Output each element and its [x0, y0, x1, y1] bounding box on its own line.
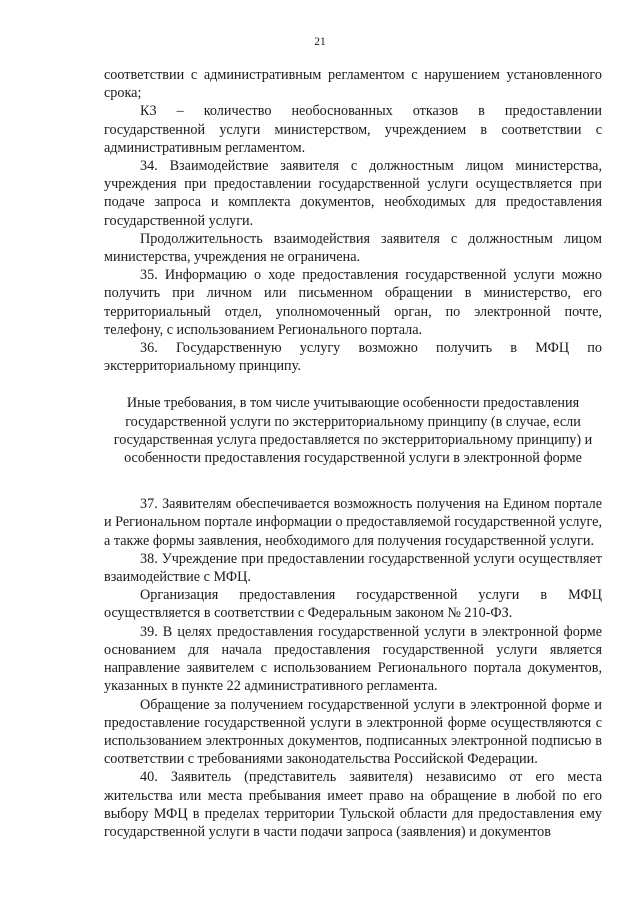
body-text — [104, 66, 602, 841]
paragraph-34: 34. Взаимодействие заявителя с должностным лицом министерства, учреждения при предоставлении государственной услуги осуществляется при подаче запроса и комплекта документов, необходимых для предоставления государственной услуги. — [104, 158, 602, 229]
paragraph-34-duration: Продолжительность взаимодействия заявителя с должностным лицом министерства, учреждения не ограничена. — [104, 230, 602, 266]
section-heading: Иные требования, в том числе учитывающие особенности предоставления государственной услуги по экстерриториальному принципу (в случае, если государственная услуга предоставляется по экстерриториальному принципу) и особенности предоставления государственной услуги в электронной форме — [113, 395, 593, 467]
paragraph-37: 37. Заявителям обеспечивается возможность получения на Едином портале и Региональном портале информации о предоставляемой государственной услуге, а также формы заявления, необходимого для получения государственной услуги. — [104, 496, 602, 549]
paragraph-38-mfc: Организация предоставления государственной услуги в МФЦ осуществляется в соответствии с Федеральным законом № 210-ФЗ. — [104, 587, 602, 622]
paragraph-35: 35. Информацию о ходе предоставления государственной услуги можно получить при личном или письменном обращении в министерство, его территориальный отдел, уполномоченный орган, по электронной почте, телефону, с использованием Регионального портала. — [104, 267, 602, 338]
paragraph-38: 38. Учреждение при предоставлении государственной услуги осуществляет взаимодействие с МФЦ. — [104, 550, 602, 586]
paragraph-39-electronic: Обращение за получением государственной услуги в электронной форме и предоставление государственной услуги в электронной форме осуществляются с использованием электронных документов, подписанных электронной подписью в соответствии с требованиями законодательства Российской Федерации. — [104, 696, 602, 768]
paragraph-continuation: соответствии с административным регламентом с нарушением установленного срока; — [104, 67, 602, 102]
paragraph-k3: К3 – количество необоснованных отказов в предоставлении государственной услуги министерством, учреждением в соответствии с административным регламентом. — [104, 103, 602, 156]
page-number: 21 — [314, 36, 326, 48]
paragraph-36: 36. Государственную услугу возможно получить в МФЦ по экстерриториальному принципу. — [104, 340, 602, 375]
paragraph-39: 39. В целях предоставления государственной услуги в электронной форме основанием для начала предоставления государственной услуги является направление заявителем с использованием Регионального портала документов, указанных в пункте 22 административного регламента. — [104, 623, 602, 695]
paragraph-40: 40. Заявитель (представитель заявителя) независимо от его места жительства или места пребывания имеет право на обращение в любой по его выбору МФЦ в пределах территории Тульской области для предоставления ему государственной услуги в части подачи запроса (заявления) и документов — [104, 769, 602, 840]
